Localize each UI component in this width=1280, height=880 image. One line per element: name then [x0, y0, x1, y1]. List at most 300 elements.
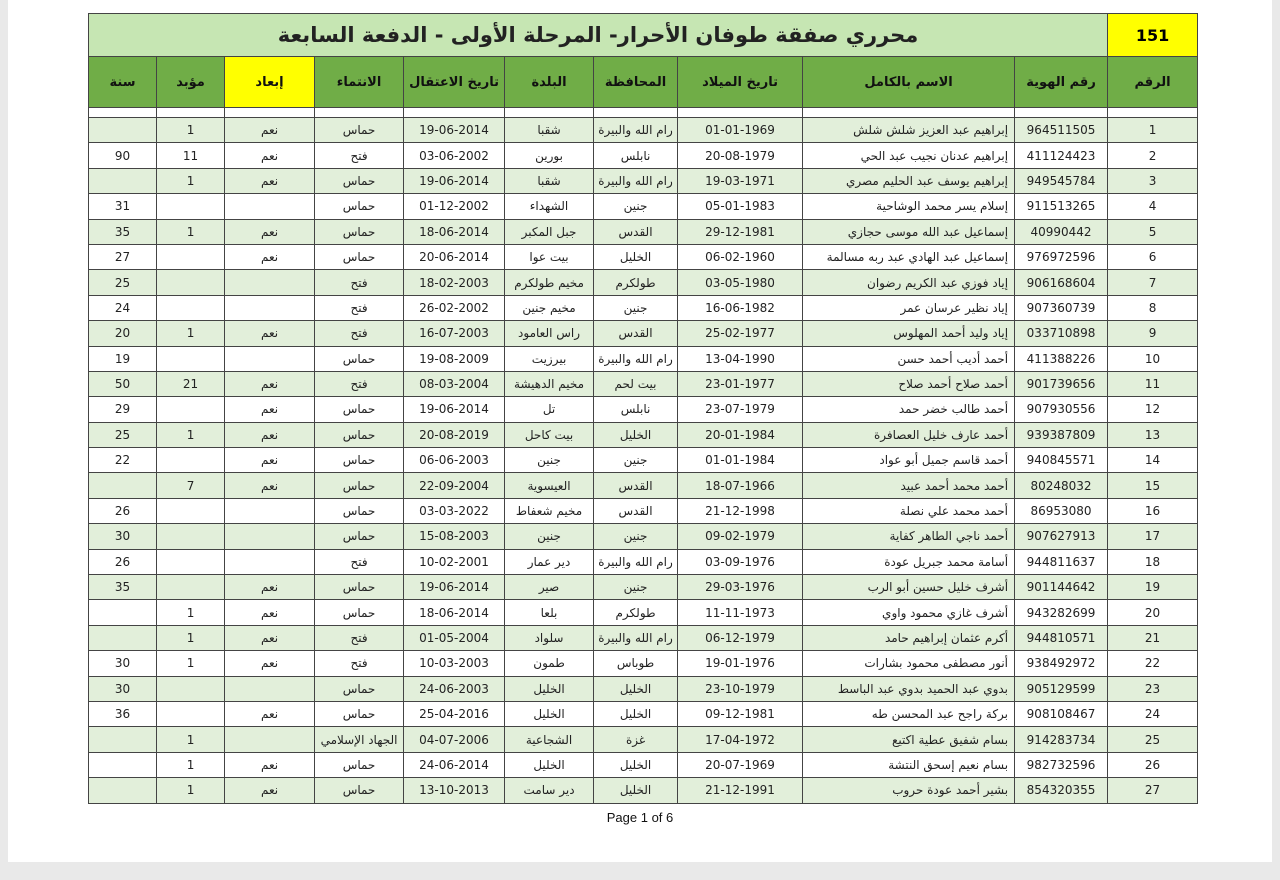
spacer-cell [404, 108, 505, 118]
col-header-years: سنة [89, 57, 157, 108]
cell-name: أشرف خليل حسين أبو الرب [803, 575, 1015, 600]
cell-gov: الخليل [594, 676, 678, 701]
cell-years [89, 118, 157, 143]
document-page [8, 0, 1272, 862]
cell-arrest: 22-09-2004 [404, 473, 505, 498]
cell-town: بورين [505, 143, 594, 168]
cell-id: 908108467 [1015, 701, 1108, 726]
cell-dob: 01-01-1984 [678, 448, 803, 473]
cell-gov: طولكرم [594, 270, 678, 295]
cell-name: إسماعيل عبد الله موسى حجازي [803, 219, 1015, 244]
cell-deport: نعم [225, 422, 315, 447]
cell-years: 30 [89, 651, 157, 676]
cell-no: 18 [1108, 549, 1198, 574]
cell-dob: 20-08-1979 [678, 143, 803, 168]
table-row [89, 651, 1198, 676]
cell-id: 906168604 [1015, 270, 1108, 295]
cell-deport: نعم [225, 473, 315, 498]
cell-affil: حماس [315, 219, 404, 244]
table-row [89, 346, 1198, 371]
cell-name: أكرم عثمان إبراهيم حامد [803, 625, 1015, 650]
cell-no: 2 [1108, 143, 1198, 168]
cell-deport: نعم [225, 701, 315, 726]
cell-years [89, 473, 157, 498]
col-header-arrest: تاريخ الاعتقال [404, 57, 505, 108]
spacer-cell [225, 108, 315, 118]
cell-life [157, 676, 225, 701]
cell-gov: رام الله والبيرة [594, 118, 678, 143]
cell-dob: 29-03-1976 [678, 575, 803, 600]
cell-town: شقبا [505, 168, 594, 193]
cell-arrest: 18-06-2014 [404, 600, 505, 625]
cell-name: إسلام يسر محمد الوشاحية [803, 194, 1015, 219]
cell-life [157, 448, 225, 473]
cell-life [157, 346, 225, 371]
table-row [89, 549, 1198, 574]
cell-town: دير عمار [505, 549, 594, 574]
table-row [89, 219, 1198, 244]
cell-deport [225, 498, 315, 523]
table-row [89, 498, 1198, 523]
cell-affil: حماس [315, 752, 404, 777]
cell-dob: 29-12-1981 [678, 219, 803, 244]
cell-dob: 13-04-1990 [678, 346, 803, 371]
cell-deport [225, 346, 315, 371]
cell-id: 939387809 [1015, 422, 1108, 447]
spacer-cell [1108, 108, 1198, 118]
cell-town: مخيم جنين [505, 295, 594, 320]
cell-arrest: 06-06-2003 [404, 448, 505, 473]
cell-name: إياد فوزي عبد الكريم رضوان [803, 270, 1015, 295]
cell-years: 35 [89, 575, 157, 600]
cell-life [157, 244, 225, 269]
cell-id: 854320355 [1015, 778, 1108, 803]
cell-life [157, 701, 225, 726]
table-row [89, 295, 1198, 320]
cell-name: أحمد أديب أحمد حسن [803, 346, 1015, 371]
cell-years: 35 [89, 219, 157, 244]
cell-affil: فتح [315, 295, 404, 320]
header-row [89, 57, 1198, 108]
cell-deport: نعم [225, 448, 315, 473]
cell-years: 30 [89, 676, 157, 701]
cell-id: 907930556 [1015, 397, 1108, 422]
cell-id: 033710898 [1015, 321, 1108, 346]
cell-no: 7 [1108, 270, 1198, 295]
cell-dob: 05-01-1983 [678, 194, 803, 219]
cell-town: بلعا [505, 600, 594, 625]
cell-deport: نعم [225, 778, 315, 803]
cell-id: 901144642 [1015, 575, 1108, 600]
col-header-affil: الانتماء [315, 57, 404, 108]
cell-affil: حماس [315, 422, 404, 447]
cell-deport [225, 194, 315, 219]
cell-no: 27 [1108, 778, 1198, 803]
cell-affil: فتح [315, 143, 404, 168]
table-row [89, 270, 1198, 295]
table-row [89, 524, 1198, 549]
cell-years: 25 [89, 422, 157, 447]
cell-arrest: 04-07-2006 [404, 727, 505, 752]
cell-gov: رام الله والبيرة [594, 346, 678, 371]
cell-gov: بيت لحم [594, 371, 678, 396]
page-title: محرري صفقة طوفان الأحرار- المرحلة الأولى - الدفعة السابعة [89, 14, 1108, 57]
table-row [89, 194, 1198, 219]
cell-affil: حماس [315, 701, 404, 726]
cell-deport: نعم [225, 600, 315, 625]
cell-deport [225, 727, 315, 752]
cell-gov: نابلس [594, 397, 678, 422]
cell-gov: الخليل [594, 778, 678, 803]
cell-years: 50 [89, 371, 157, 396]
cell-gov: جنين [594, 524, 678, 549]
cell-dob: 16-06-1982 [678, 295, 803, 320]
cell-id: 976972596 [1015, 244, 1108, 269]
cell-dob: 17-04-1972 [678, 727, 803, 752]
cell-id: 905129599 [1015, 676, 1108, 701]
cell-years: 26 [89, 549, 157, 574]
spacer-cell [1015, 108, 1108, 118]
cell-affil: حماس [315, 244, 404, 269]
cell-deport: نعم [225, 625, 315, 650]
cell-deport [225, 676, 315, 701]
cell-gov: الخليل [594, 244, 678, 269]
cell-name: بسام نعيم إسحق النتشة [803, 752, 1015, 777]
cell-arrest: 24-06-2003 [404, 676, 505, 701]
cell-life: 1 [157, 600, 225, 625]
cell-arrest: 24-06-2014 [404, 752, 505, 777]
table-row [89, 168, 1198, 193]
cell-life [157, 549, 225, 574]
table-row [89, 778, 1198, 803]
cell-no: 16 [1108, 498, 1198, 523]
cell-deport: نعم [225, 118, 315, 143]
cell-id: 40990442 [1015, 219, 1108, 244]
cell-gov: القدس [594, 321, 678, 346]
cell-gov: الخليل [594, 422, 678, 447]
table-row [89, 118, 1198, 143]
cell-gov: جنين [594, 575, 678, 600]
cell-no: 26 [1108, 752, 1198, 777]
cell-gov: طولكرم [594, 600, 678, 625]
cell-no: 4 [1108, 194, 1198, 219]
cell-town: بيت كاحل [505, 422, 594, 447]
cell-no: 13 [1108, 422, 1198, 447]
cell-arrest: 10-03-2003 [404, 651, 505, 676]
cell-deport: نعم [225, 168, 315, 193]
cell-deport: نعم [225, 371, 315, 396]
cell-affil: فتح [315, 625, 404, 650]
col-header-name: الاسم بالكامل [803, 57, 1015, 108]
cell-years: 36 [89, 701, 157, 726]
table-row [89, 321, 1198, 346]
table-row [89, 397, 1198, 422]
cell-life [157, 524, 225, 549]
cell-dob: 19-03-1971 [678, 168, 803, 193]
cell-town: دير سامت [505, 778, 594, 803]
cell-dob: 19-01-1976 [678, 651, 803, 676]
cell-arrest: 19-06-2014 [404, 397, 505, 422]
cell-arrest: 19-06-2014 [404, 168, 505, 193]
cell-gov: رام الله والبيرة [594, 549, 678, 574]
cell-life: 1 [157, 118, 225, 143]
cell-name: أحمد محمد علي نصلة [803, 498, 1015, 523]
cell-affil: حماس [315, 194, 404, 219]
cell-name: إبراهيم عبد العزيز شلش شلش [803, 118, 1015, 143]
table-row [89, 143, 1198, 168]
cell-name: إبراهيم عدنان نجيب عبد الحي [803, 143, 1015, 168]
cell-deport: نعم [225, 143, 315, 168]
col-header-town: البلدة [505, 57, 594, 108]
cell-id: 80248032 [1015, 473, 1108, 498]
cell-years: 25 [89, 270, 157, 295]
cell-town: الشهداء [505, 194, 594, 219]
cell-dob: 06-12-1979 [678, 625, 803, 650]
cell-gov: القدس [594, 219, 678, 244]
cell-no: 5 [1108, 219, 1198, 244]
cell-years [89, 168, 157, 193]
cell-no: 17 [1108, 524, 1198, 549]
cell-town: بيت عوا [505, 244, 594, 269]
cell-years: 24 [89, 295, 157, 320]
col-header-id: رقم الهوية [1015, 57, 1108, 108]
cell-no: 1 [1108, 118, 1198, 143]
cell-dob: 25-02-1977 [678, 321, 803, 346]
cell-years: 22 [89, 448, 157, 473]
cell-no: 3 [1108, 168, 1198, 193]
cell-id: 411124423 [1015, 143, 1108, 168]
cell-gov: القدس [594, 498, 678, 523]
cell-name: بسام شفيق عطية اكتيع [803, 727, 1015, 752]
cell-affil: حماس [315, 600, 404, 625]
cell-arrest: 01-05-2004 [404, 625, 505, 650]
cell-id: 911513265 [1015, 194, 1108, 219]
cell-town: صير [505, 575, 594, 600]
cell-no: 23 [1108, 676, 1198, 701]
page-footer: Page 1 of 6 [606, 810, 674, 825]
cell-affil: حماس [315, 498, 404, 523]
cell-town: مخيم الدهيشة [505, 371, 594, 396]
cell-town: جنين [505, 524, 594, 549]
cell-id: 943282699 [1015, 600, 1108, 625]
cell-affil: فتح [315, 371, 404, 396]
cell-life: 1 [157, 752, 225, 777]
cell-town: العيسوية [505, 473, 594, 498]
cell-life [157, 397, 225, 422]
cell-life: 11 [157, 143, 225, 168]
cell-gov: الخليل [594, 752, 678, 777]
cell-id: 938492972 [1015, 651, 1108, 676]
cell-no: 15 [1108, 473, 1198, 498]
cell-affil: حماس [315, 168, 404, 193]
cell-dob: 21-12-1998 [678, 498, 803, 523]
cell-arrest: 25-04-2016 [404, 701, 505, 726]
cell-dob: 01-01-1969 [678, 118, 803, 143]
cell-years: 29 [89, 397, 157, 422]
cell-affil: فتح [315, 270, 404, 295]
cell-affil: فتح [315, 651, 404, 676]
cell-id: 944810571 [1015, 625, 1108, 650]
spacer-cell [505, 108, 594, 118]
table-row [89, 575, 1198, 600]
cell-arrest: 20-08-2019 [404, 422, 505, 447]
cell-id: 982732596 [1015, 752, 1108, 777]
cell-gov: غزة [594, 727, 678, 752]
cell-affil: فتح [315, 549, 404, 574]
cell-life [157, 295, 225, 320]
cell-name: إياد نظير عرسان عمر [803, 295, 1015, 320]
cell-dob: 03-05-1980 [678, 270, 803, 295]
cell-life [157, 498, 225, 523]
cell-life [157, 575, 225, 600]
cell-name: أسامة محمد جبريل عودة [803, 549, 1015, 574]
cell-life: 1 [157, 422, 225, 447]
cell-deport: نعم [225, 244, 315, 269]
cell-years: 27 [89, 244, 157, 269]
col-header-deport: إبعاد [225, 57, 315, 108]
cell-no: 24 [1108, 701, 1198, 726]
cell-town: طمون [505, 651, 594, 676]
cell-gov: نابلس [594, 143, 678, 168]
cell-arrest: 19-06-2014 [404, 575, 505, 600]
cell-name: إياد وليد أحمد المهلوس [803, 321, 1015, 346]
col-header-no: الرقم [1108, 57, 1198, 108]
cell-deport: نعم [225, 752, 315, 777]
cell-affil: حماس [315, 346, 404, 371]
cell-years [89, 778, 157, 803]
cell-life [157, 270, 225, 295]
cell-id: 964511505 [1015, 118, 1108, 143]
cell-no: 19 [1108, 575, 1198, 600]
cell-deport [225, 295, 315, 320]
cell-dob: 20-07-1969 [678, 752, 803, 777]
spacer-cell [315, 108, 404, 118]
spacer-cell [157, 108, 225, 118]
cell-id: 949545784 [1015, 168, 1108, 193]
cell-affil: حماس [315, 524, 404, 549]
cell-affil: الجهاد الإسلامي [315, 727, 404, 752]
cell-no: 22 [1108, 651, 1198, 676]
cell-years: 31 [89, 194, 157, 219]
cell-gov: رام الله والبيرة [594, 168, 678, 193]
cell-years: 20 [89, 321, 157, 346]
cell-name: أحمد قاسم جميل أبو عواد [803, 448, 1015, 473]
cell-no: 8 [1108, 295, 1198, 320]
cell-life: 1 [157, 219, 225, 244]
cell-affil: حماس [315, 473, 404, 498]
cell-affil: حماس [315, 778, 404, 803]
table-row [89, 448, 1198, 473]
cell-affil: حماس [315, 118, 404, 143]
cell-deport [225, 549, 315, 574]
cell-name: أحمد طالب خضر حمد [803, 397, 1015, 422]
cell-arrest: 18-02-2003 [404, 270, 505, 295]
cell-town: الشجاعية [505, 727, 594, 752]
cell-life: 21 [157, 371, 225, 396]
spacer-cell [89, 108, 157, 118]
cell-life: 1 [157, 625, 225, 650]
cell-name: أحمد صلاح أحمد صلاح [803, 371, 1015, 396]
cell-no: 9 [1108, 321, 1198, 346]
cell-gov: طوباس [594, 651, 678, 676]
cell-id: 914283734 [1015, 727, 1108, 752]
cell-gov: القدس [594, 473, 678, 498]
cell-gov: جنين [594, 448, 678, 473]
cell-dob: 20-01-1984 [678, 422, 803, 447]
cell-affil: حماس [315, 575, 404, 600]
spacer-row [89, 108, 1198, 118]
cell-name: أشرف غازي محمود واوي [803, 600, 1015, 625]
cell-arrest: 13-10-2013 [404, 778, 505, 803]
cell-name: بدوي عبد الحميد بدوي عبد الباسط [803, 676, 1015, 701]
cell-life: 1 [157, 651, 225, 676]
cell-dob: 23-01-1977 [678, 371, 803, 396]
cell-arrest: 18-06-2014 [404, 219, 505, 244]
cell-town: الخليل [505, 752, 594, 777]
batch-number: 151 [1108, 14, 1198, 57]
table-row [89, 244, 1198, 269]
cell-deport: نعم [225, 321, 315, 346]
cell-no: 21 [1108, 625, 1198, 650]
cell-deport: نعم [225, 397, 315, 422]
cell-town: الخليل [505, 701, 594, 726]
spacer-cell [678, 108, 803, 118]
cell-name: أحمد محمد أحمد عبيد [803, 473, 1015, 498]
cell-arrest: 19-06-2014 [404, 118, 505, 143]
cell-deport [225, 270, 315, 295]
cell-id: 907627913 [1015, 524, 1108, 549]
table-row [89, 473, 1198, 498]
cell-arrest: 15-08-2003 [404, 524, 505, 549]
cell-town: مخيم شعفاط [505, 498, 594, 523]
cell-arrest: 10-02-2001 [404, 549, 505, 574]
cell-years [89, 600, 157, 625]
cell-life: 1 [157, 778, 225, 803]
cell-arrest: 03-06-2002 [404, 143, 505, 168]
cell-name: أحمد ناجي الطاهر كفاية [803, 524, 1015, 549]
cell-dob: 06-02-1960 [678, 244, 803, 269]
cell-deport: نعم [225, 651, 315, 676]
cell-affil: فتح [315, 321, 404, 346]
cell-years [89, 625, 157, 650]
cell-name: أحمد عارف خليل العصافرة [803, 422, 1015, 447]
cell-no: 10 [1108, 346, 1198, 371]
cell-arrest: 26-02-2002 [404, 295, 505, 320]
prisoners-table [88, 13, 1198, 804]
cell-years: 26 [89, 498, 157, 523]
table-row [89, 752, 1198, 777]
cell-town: بيرزيت [505, 346, 594, 371]
cell-gov: رام الله والبيرة [594, 625, 678, 650]
cell-id: 411388226 [1015, 346, 1108, 371]
col-header-life: مؤبد [157, 57, 225, 108]
spacer-cell [803, 108, 1015, 118]
cell-life: 1 [157, 321, 225, 346]
spacer-cell [594, 108, 678, 118]
cell-town: سلواد [505, 625, 594, 650]
cell-dob: 23-10-1979 [678, 676, 803, 701]
cell-arrest: 16-07-2003 [404, 321, 505, 346]
cell-dob: 11-11-1973 [678, 600, 803, 625]
cell-id: 907360739 [1015, 295, 1108, 320]
cell-no: 11 [1108, 371, 1198, 396]
table-row [89, 600, 1198, 625]
table-row [89, 625, 1198, 650]
table-row [89, 727, 1198, 752]
cell-name: إسماعيل عبد الهادي عبد ربه مسالمة [803, 244, 1015, 269]
cell-name: بركة راجح عبد المحسن طه [803, 701, 1015, 726]
cell-deport [225, 524, 315, 549]
